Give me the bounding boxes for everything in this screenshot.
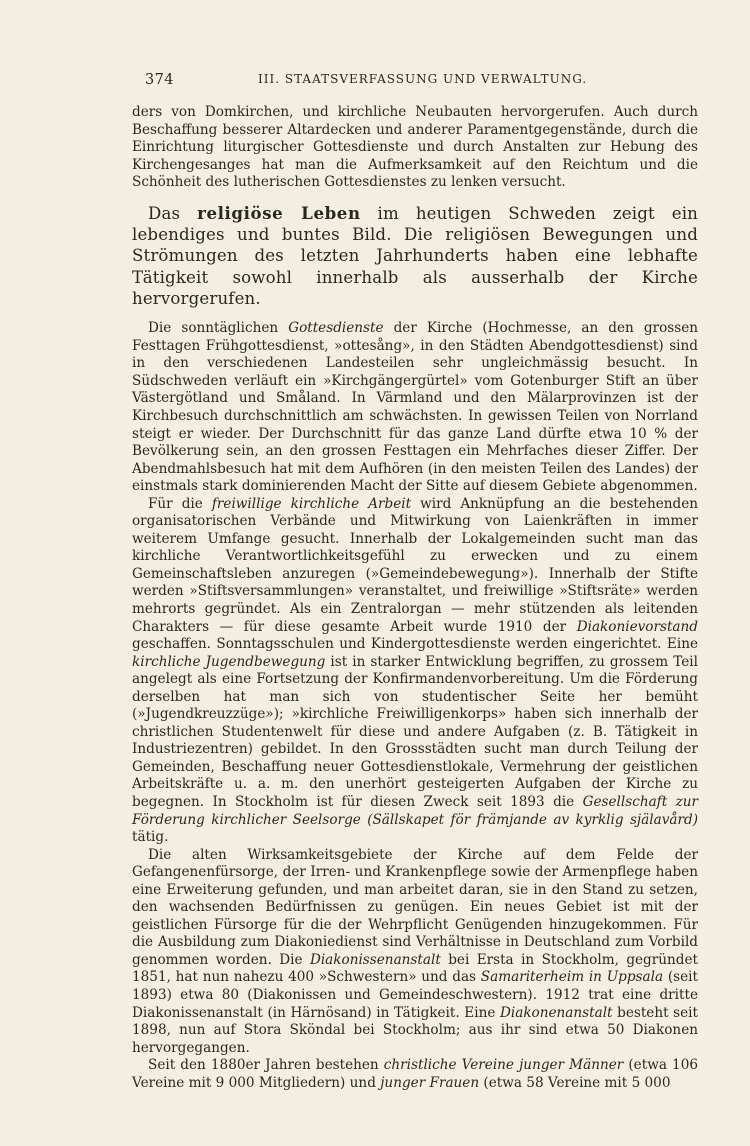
lead-paragraph xyxy=(132,203,698,309)
text-span: ist in starker Entwicklung begriffen, zu grossem Teil angelegt als eine Fortsetzung der Konfirmandenvorbereitung. Um die Förderung derselben hat man sich von studentischer Seite her bemüht (»Jugendkreuzzüge»); »kirchliche Freiwilligenkorps» haben sich innerhalb der christlichen Studentenwelt für diese und andere Aufgaben (z. B. Tätigkeit in Industriezentren) gebildet. In den Grossstädten sucht man durch Teilung der Gemeinden, Beschaffung neuer Gottesdienstlokale, Vermehrung der geistlichen Arbeitskräfte u. a. m. den unerhört gesteigerten Aufgaben der Kirche zu begegnen. In Stockholm ist für diesen Zweck seit 1893 die xyxy=(132,653,698,810)
emphasis: Diakonenanstalt xyxy=(499,1004,613,1021)
emphasis: freiwillige kirchliche Arbeit xyxy=(211,495,412,512)
paragraph-diakonie xyxy=(132,847,698,1058)
emphasis: Gesellschaft zur Förderung kirchlicher Seelsorge (Sällskapet för främjande av kyrklig själavård) xyxy=(132,793,698,828)
lead-keyword: religiöse Leben xyxy=(197,202,361,223)
text-span: Seit den 1880er Jahren bestehen xyxy=(148,1057,384,1074)
emphasis: Gottesdienste xyxy=(288,320,384,337)
text-span: (etwa 58 Vereine mit 5 000 xyxy=(479,1074,671,1091)
paragraph-continuation: ders von Domkirchen, und kirchliche Neubauten hervorgerufen. Auch durch Beschaffung besserer Altardecken und anderer Paramentgegenstände, durch die Einrichtung liturgischer Gottesdienste und durch Anstalten zur Hebung des Kirchengesanges hat man die Aufmerksamkeit auf den Reichtum und die Schönheit des lutherischen Gottesdienstes zu lenken versucht. xyxy=(132,104,698,191)
text-span: geschaffen. Sonntagsschulen und Kindergottesdienste werden eingerichtet. Eine xyxy=(132,636,698,653)
text-span: (etwa 106 Vereine mit 9 000 Mitgliedern) und xyxy=(132,1057,698,1091)
lead-text-c: im heutigen Schweden zeigt ein lebendiges und buntes Bild. Die religiösen Bewegungen und Strömungen des letzten Jahrhunderts haben eine lebhafte Tätigkeit sowohl innerhalb als ausserhalb der Kirche hervorgerufen. xyxy=(132,203,698,308)
paragraph-gottesdienste xyxy=(132,320,698,495)
running-title: III. STAATSVERFASSUNG UND VERWALTUNG. xyxy=(258,72,588,86)
emphasis: junger Frauen xyxy=(380,1074,480,1091)
text-span: besteht seit 1898, nun auf Stora Sköndal bei Stockholm; aus ihr sind etwa 50 Diakonen hervorgegangen. xyxy=(132,1004,698,1056)
emphasis: christliche Vereine junger Männer xyxy=(383,1057,624,1074)
emphasis: Diakonievorstand xyxy=(576,618,698,635)
text-span: bei Ersta in Stockholm, gegründet 1851, hat nun nahezu 400 »Schwestern» und das xyxy=(132,951,698,986)
paragraph-freiwillige-arbeit xyxy=(132,496,698,847)
text-span: Die sonntäglichen xyxy=(148,320,289,337)
emphasis: Diakonissenanstalt xyxy=(309,951,441,968)
text-span: der Kirche (Hochmesse, an den grossen Festtagen Frühgottesdienst, »ottesång», in den Städten Abendgottesdienst) sind in den verschiedenen Landesteilen sehr ungleichmässig besucht. In Südschweden verläuft ein »Kirchgängergürtel» vom Gotenburger Stift an über Västergötland und Småland. In Värmland und den Mälarprovinzen ist der Kirchbesuch durchschnittlich am schwächsten. In gewissen Teilen von Norrland steigt er wieder. Der Durchschnitt für das ganze Land dürfte etwa 10 % der Bevölkerung sein, an den grossen Festtagen ein Mehrfaches dieser Ziffer. Der Abendmahlsbesuch hat mit dem Aufhören (in den meisten Teilen des Landes) der einstmals stark dominierenden Macht der Sitte auf diesem Gebiete abgenommen. xyxy=(132,320,698,495)
page-body xyxy=(132,104,698,1092)
emphasis: kirchliche Jugendbewegung xyxy=(132,653,326,670)
lead-text-a: Das xyxy=(148,203,198,223)
text-span: Die alten Wirksamkeitsgebiete der Kirche auf dem Felde der Gefangenenfürsorge, der Irren- und Krankenpflege sowie der Armenpflege haben eine Erweiterung gefunden, und man arbeitet daran, sie in den Stand zu setzen, den wachsenden Bedürfnissen zu genügen. Ein neues Gebiet ist mit der geistlichen Fürsorge für die der Wehrpflicht Genügenden hinzugekommen. Für die Ausbildung zum Diakoniedienst sind Verhältnisse in Deutschland zum Vorbild genommen worden. Die xyxy=(132,846,698,968)
emphasis: Samariterheim in Uppsala xyxy=(480,969,664,986)
text-span: wird Anknüpfung an die bestehenden organisatorischen Verbände und Mitwirkung von Laienkräften in immer weiterem Umfange gesucht. Innerhalb der Lokalgemeinden sucht man das kirchliche Verantwortlichkeitsgefühl zu erwecken und zu einem Gemeinschaftsleben anzuregen (»Gemeindebewegung»). Innerhalb der Stifte werden »Stiftsversammlungen» veranstaltet, und freiwillige »Stiftsräte» werden mehrorts gegründet. Als ein Zentralorgan — mehr stützenden als leitenden Charakters — für diese gesamte Arbeit wurde 1910 der xyxy=(132,495,698,635)
text-span: Für die xyxy=(148,495,212,512)
text-span: (seit 1893) etwa 80 (Diakonissen und Gemeindeschwestern). 1912 trat eine dritte Diakonissenanstalt (in Härnösand) in Tätigkeit. Eine xyxy=(132,969,698,1021)
paragraph-vereine xyxy=(132,1057,698,1092)
text-span: tätig. xyxy=(132,829,169,846)
page-number: 374 xyxy=(145,72,174,88)
